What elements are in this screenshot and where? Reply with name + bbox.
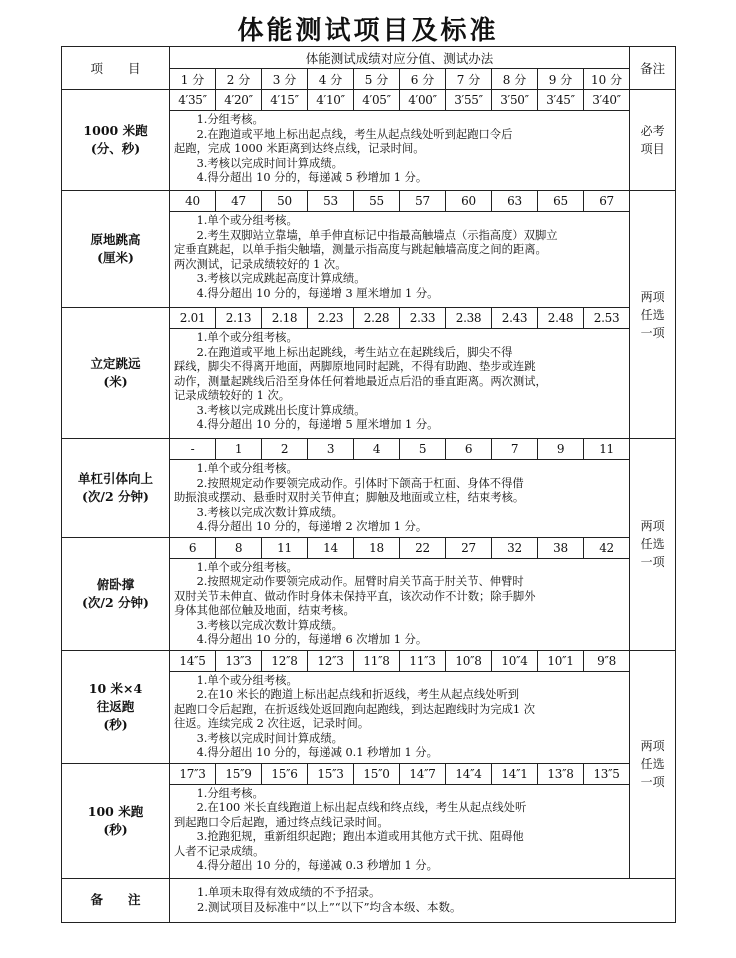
score-cell: 13″8 — [538, 763, 584, 784]
method-line: 助振浪或摆动、悬垂时双肘关节伸直；脚触及地面或立柱，结束考核。 — [174, 491, 525, 504]
test-method — [170, 111, 630, 191]
test-item-name: 10 米×4 往返跑 (秒) — [62, 650, 170, 763]
remark-cell: 两项 任选 一项 — [630, 191, 676, 439]
score-cell: 4 — [354, 439, 400, 460]
method-line: 动作，测量起跳线后沿至身体任何着地最近点后沿的垂直距离。两次测试， — [174, 374, 547, 388]
method-line: 3.考核以完成次数计算成绩。 — [196, 505, 343, 519]
method-line: 2.考生双脚站立靠墙，单手伸直标记中指最高触墙点（示指高度）双脚立 — [196, 228, 558, 242]
point-column-header: 8 分 — [492, 69, 538, 90]
test-method — [170, 460, 630, 538]
score-cell: - — [170, 439, 216, 460]
method-line: 双肘关节未伸直、做动作时身体未保持平直，该次动作不计数；除手脚外 — [174, 589, 536, 603]
score-cell: 32 — [492, 537, 538, 558]
score-cell: 50 — [262, 191, 308, 212]
score-cell: 3′50″ — [492, 90, 538, 111]
test-item-name: 立定跳远 (米) — [62, 308, 170, 439]
score-cell: 2.28 — [354, 308, 400, 329]
score-cell: 40 — [170, 191, 216, 212]
score-cell: 15″0 — [354, 763, 400, 784]
score-cell: 8 — [216, 537, 262, 558]
method-line: 两次测试，记录成绩较好的 1 次。 — [174, 257, 347, 271]
method-line: 4.得分超出 10 分的，每递减 0.1 秒增加 1 分。 — [196, 746, 438, 759]
score-span-header: 体能测试成绩对应分值、测试办法 — [170, 47, 630, 69]
score-cell: 15″3 — [308, 763, 354, 784]
method-line: 2.在跑道或平地上标出起跳线，考生站立在起跳线后，脚尖不得 — [196, 345, 513, 359]
page-title: 体能测试项目及标准 — [237, 16, 499, 46]
method-line: 2.按照规定动作要领完成动作。屈臂时肩关节高于肘关节、伸臂时 — [196, 575, 524, 588]
point-column-header: 10 分 — [584, 69, 630, 90]
score-cell: 2.38 — [446, 308, 492, 329]
score-cell: 10″4 — [492, 650, 538, 671]
method-line: 1.单个或分组考核。 — [196, 560, 298, 574]
method-line: 2.在100 米长直线跑道上标出起点线和终点线，考生从起点线处听 — [196, 801, 527, 814]
method-line: 4.得分超出 10 分的，每递减 5 秒增加 1 分。 — [196, 171, 428, 184]
score-cell: 15″9 — [216, 763, 262, 784]
point-column-header: 3 分 — [262, 69, 308, 90]
method-line: 往返。连续完成 2 次往返，记录时间。 — [174, 717, 370, 730]
point-column-header: 4 分 — [308, 69, 354, 90]
score-cell: 11″3 — [400, 650, 446, 671]
method-line: 身体其他部位触及地面，结束考核。 — [174, 604, 355, 617]
score-cell: 4′05″ — [354, 90, 400, 111]
score-cell: 60 — [446, 191, 492, 212]
method-line: 3.考核以完成次数计算成绩。 — [196, 618, 343, 632]
score-cell: 13″5 — [584, 763, 630, 784]
test-method — [170, 784, 630, 878]
footer-note-line: 2.测试项目及标准中“以上”“以下”均含本级、本数。 — [197, 900, 462, 914]
score-cell: 12″3 — [308, 650, 354, 671]
footer-label: 备 注 — [62, 878, 170, 922]
score-cell: 2 — [262, 439, 308, 460]
score-cell: 3 — [308, 439, 354, 460]
score-cell: 65 — [538, 191, 584, 212]
score-cell: 38 — [538, 537, 584, 558]
score-cell: 14 — [308, 537, 354, 558]
score-cell: 2.18 — [262, 308, 308, 329]
method-line: 1.分组考核。 — [196, 113, 264, 126]
point-column-header: 6 分 — [400, 69, 446, 90]
remark-cell: 两项 任选 一项 — [630, 439, 676, 651]
score-cell: 27 — [446, 537, 492, 558]
score-cell: 10″1 — [538, 650, 584, 671]
remark-cell: 两项 任选 一项 — [630, 650, 676, 878]
point-column-header: 1 分 — [170, 69, 216, 90]
score-cell: 14″5 — [170, 650, 216, 671]
point-column-header: 9 分 — [538, 69, 584, 90]
score-cell: 2.13 — [216, 308, 262, 329]
method-line: 3.考核以完成跳出长度计算成绩。 — [196, 403, 366, 417]
score-cell: 9 — [538, 439, 584, 460]
score-cell: 13″3 — [216, 650, 262, 671]
method-line: 4.得分超出 10 分的，每递减 0.3 秒增加 1 分。 — [196, 859, 438, 872]
method-line: 记录成绩较好的 1 次。 — [174, 389, 291, 402]
score-cell: 3′45″ — [538, 90, 584, 111]
score-cell: 14″1 — [492, 763, 538, 784]
score-cell: 6 — [170, 537, 216, 558]
point-column-header: 7 分 — [446, 69, 492, 90]
score-cell: 55 — [354, 191, 400, 212]
point-column-header: 2 分 — [216, 69, 262, 90]
test-item-name: 单杠引体向上 (次/2 分钟) — [62, 439, 170, 538]
score-cell: 2.53 — [584, 308, 630, 329]
method-line: 起跑，完成 1000 米距离到达终点线，记录时间。 — [174, 142, 425, 155]
score-cell: 15″6 — [262, 763, 308, 784]
score-cell: 42 — [584, 537, 630, 558]
method-line: 1.分组考核。 — [196, 786, 264, 800]
score-cell: 5 — [400, 439, 446, 460]
test-method — [170, 329, 630, 439]
method-line: 到起跑口令后起跑，通过终点线记录时间。 — [174, 815, 389, 829]
score-cell: 4′20″ — [216, 90, 262, 111]
score-cell: 2.33 — [400, 308, 446, 329]
score-cell: 63 — [492, 191, 538, 212]
footer-note-line: 1.单项未取得有效成绩的不予招录。 — [197, 885, 381, 899]
method-line: 2.在跑道或平地上标出起点线，考生从起点线处听到起跑口令后 — [196, 127, 513, 141]
method-line: 3.抢跑犯规，重新组织起跑；跑出本道或用其他方式干扰、阻碍他 — [196, 830, 524, 843]
point-column-header: 5 分 — [354, 69, 400, 90]
score-cell: 10″8 — [446, 650, 492, 671]
method-line: 2.在10 米长的跑道上标出起点线和折返线，考生从起点线处听到 — [196, 688, 520, 701]
method-line: 4.得分超出 10 分的，每递增 2 次增加 1 分。 — [196, 520, 428, 533]
test-method — [170, 671, 630, 763]
score-cell: 11 — [262, 537, 308, 558]
score-cell: 53 — [308, 191, 354, 212]
score-cell: 14″4 — [446, 763, 492, 784]
remark-column-header: 备注 — [630, 47, 676, 90]
method-line: 1.单个或分组考核。 — [196, 331, 298, 344]
score-cell: 22 — [400, 537, 446, 558]
score-cell: 2.43 — [492, 308, 538, 329]
score-cell: 4′15″ — [262, 90, 308, 111]
score-cell: 11 — [584, 439, 630, 460]
score-cell: 2.23 — [308, 308, 354, 329]
score-cell: 2.01 — [170, 308, 216, 329]
method-line: 3.考核以完成时间计算成绩。 — [196, 156, 343, 170]
method-line: 2.按照规定动作要领完成动作。引体时下颌高于杠面、身体不得借 — [196, 476, 524, 490]
remark-cell: 必考 项目 — [630, 90, 676, 191]
score-cell: 7 — [492, 439, 538, 460]
item-column-header: 项 目 — [62, 47, 170, 90]
method-line: 人者不记录成绩。 — [174, 844, 265, 858]
score-cell: 4′00″ — [400, 90, 446, 111]
method-line: 4.得分超出 10 分的，每递增 3 厘米增加 1 分。 — [196, 286, 439, 300]
score-cell: 14″7 — [400, 763, 446, 784]
test-method — [170, 212, 630, 308]
score-cell: 12″8 — [262, 650, 308, 671]
method-line: 1.单个或分组考核。 — [196, 214, 298, 227]
score-cell: 4′10″ — [308, 90, 354, 111]
method-line: 3.考核以完成跳起高度计算成绩。 — [196, 272, 366, 285]
method-line: 4.得分超出 10 分的，每递增 5 厘米增加 1 分。 — [196, 418, 439, 431]
method-line: 4.得分超出 10 分的，每递增 6 次增加 1 分。 — [196, 633, 428, 646]
method-line: 1.单个或分组考核。 — [196, 673, 298, 687]
score-cell: 1 — [216, 439, 262, 460]
test-item-name: 100 米跑 (秒) — [62, 763, 170, 878]
test-method — [170, 558, 630, 650]
test-item-name: 1000 米跑 (分、秒) — [62, 90, 170, 191]
score-cell: 17″3 — [170, 763, 216, 784]
score-cell: 57 — [400, 191, 446, 212]
method-line: 踩线，脚尖不得离开地面，两脚原地同时起跳，不得有助跑、垫步或连跳 — [174, 360, 536, 373]
score-cell: 6 — [446, 439, 492, 460]
score-cell: 3′55″ — [446, 90, 492, 111]
score-cell: 18 — [354, 537, 400, 558]
test-item-name: 原地跳高 (厘米) — [62, 191, 170, 308]
footer-notes — [170, 878, 676, 922]
score-cell: 67 — [584, 191, 630, 212]
method-line: 定垂直跳起，以单手指尖触墙，测量示指高度与跳起触墙高度之间的距离。 — [174, 243, 547, 256]
score-cell: 2.48 — [538, 308, 584, 329]
test-item-name: 俯卧撑 (次/2 分钟) — [62, 537, 170, 650]
score-cell: 11″8 — [354, 650, 400, 671]
method-line: 3.考核以完成时间计算成绩。 — [196, 731, 343, 745]
score-cell: 3′40″ — [584, 90, 630, 111]
standards-table — [61, 46, 676, 923]
score-cell: 4′35″ — [170, 90, 216, 111]
method-line: 起跑口令后起跑，在折返线处返回跑向起跑线，到达起跑线时为完成1 次 — [174, 702, 535, 716]
score-cell: 9″8 — [584, 650, 630, 671]
score-cell: 47 — [216, 191, 262, 212]
method-line: 1.单个或分组考核。 — [196, 462, 298, 475]
